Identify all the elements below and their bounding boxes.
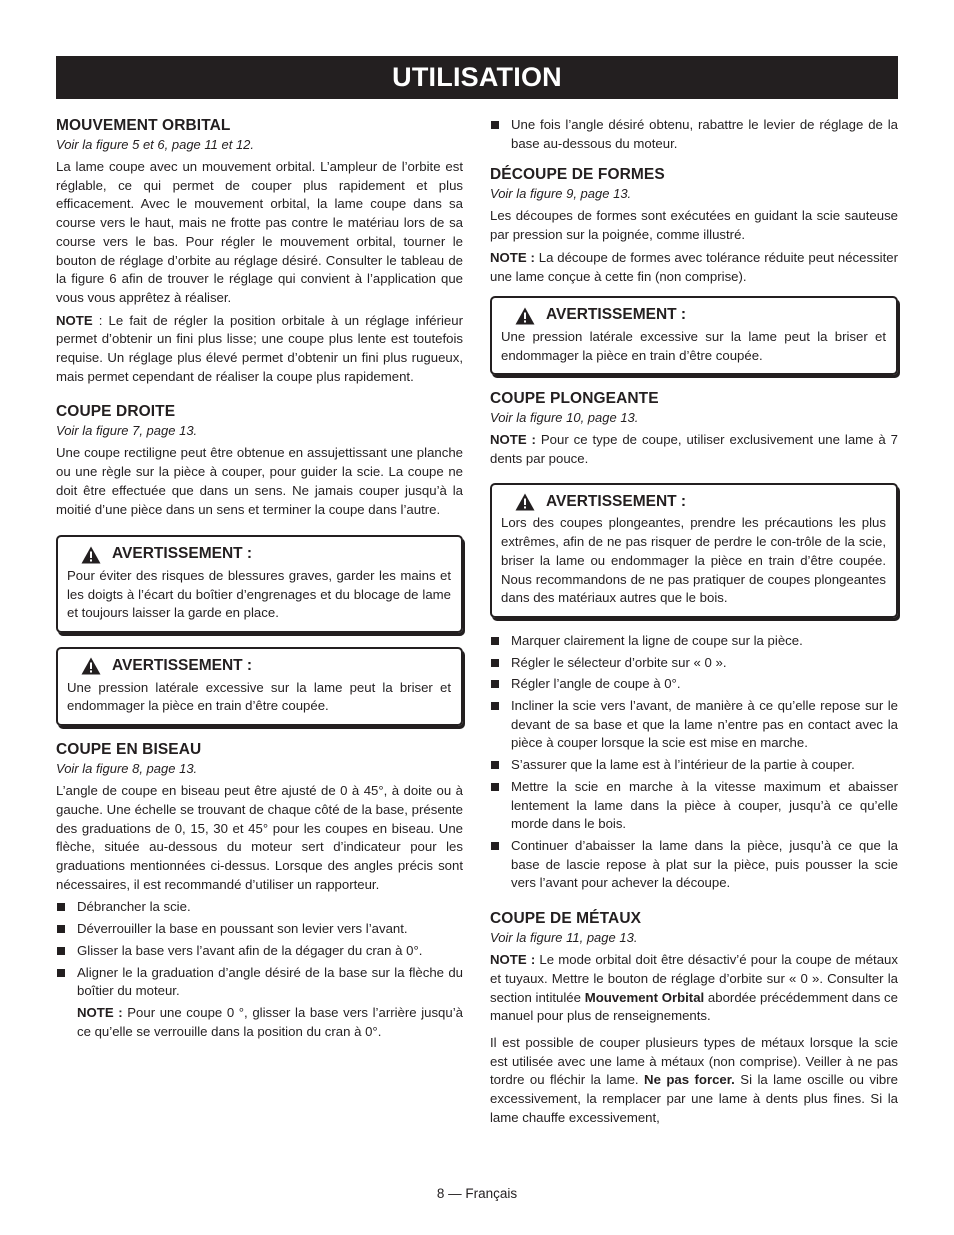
paragraph: Une coupe rectiligne peut être obtenue en assujettissant une planche ou une règle sur la pièce à couper, pour guider la scie. La coupe ne doit être effectuée que dans un sens. Ne jamais couper jusqu’à la moitié d’une pièce dans un sens et terminer la coupe dans l’autre. <box>56 445 463 517</box>
figure-reference: Voir la figure 5 et 6, page 11 et 12. <box>56 137 255 152</box>
bullet-square-icon <box>491 680 499 688</box>
list-item: Aligner le la graduation d’angle désiré de la base sur la flèche du boîtier du moteur. <box>56 964 463 1001</box>
note-text: : Le fait de régler la position orbitale à un réglage inférieur permet d’obtenir un fini plus lisse; une coupe plus lente est toutefois requise. Un réglage plus élevé permet d’obtenir un fini plus rugueux, mais permet cependant de réaliser la coupe plus rapidement. <box>56 312 463 384</box>
list-item: Incliner la scie vers l’avant, de manière à ce qu’elle repose sur le devant de sa base et que la lame n’entre pas en contact avec la pièce à couper lorsque la scie est mise en marche. <box>490 697 898 753</box>
note-text: Le mode orbital doit être désactiv’é pour la coupe de métaux et tuyaux. Mettre le bouton de réglage d’orbite sur « 0 ». Consulter la section intitulée <box>490 952 898 1005</box>
bullet-square-icon <box>491 702 499 710</box>
paragraph: La lame coupe avec un mouvement orbital. L’ampleur de l’orbite est réglable, ce qui permet de couper plus rapidement et plus efficacement. Avec le mouvement orbital, la lame coupe dans sa course vers le haut, mais ne frotte pas contre le matériau lors de sa course vers le bas. Pour régler le mouvement orbital, tourner le bouton de réglage d’orbite au réglage désiré. Consulter le tableau de la figure 6 afin de trouver le réglage qui convient à l’application que vous vous apprêtez à réaliser. <box>56 159 463 305</box>
warning-box <box>56 647 463 726</box>
list-item: Une fois l’angle désiré obtenu, rabattre le levier de réglage de la base au-dessous du moteur. <box>490 116 898 153</box>
bullet-square-icon <box>491 783 499 791</box>
bullet-square-icon <box>491 842 499 850</box>
note-paragraph <box>490 249 898 286</box>
warning-header <box>67 657 451 676</box>
bullet-square-icon <box>491 121 499 129</box>
warning-triangle-icon <box>515 307 535 325</box>
note-paragraph <box>56 312 463 387</box>
note-label: NOTE <box>56 312 93 328</box>
warning-triangle-icon <box>81 546 101 564</box>
paragraph: L’angle de coupe en biseau peut être ajusté de 0 à 45°, à doite ou à gauche. Une échelle se trouvant de chaque côté de la base, présente des graduations de 0, 15, 30 et 45° pour les coupes en biseau. Une flèche, située au-dessous du moteur sert d’indicateur pour les graduations mentionnées ci-dessus. Lorsque des angles précis sont nécessaires, il est recommandé d’utiliser un rapporteur. <box>56 783 463 892</box>
warning-header <box>67 545 451 564</box>
section-plunge <box>490 389 898 468</box>
list-item: Marquer clairement la ligne de coupe sur la pièce. <box>490 632 898 651</box>
figure-reference: Voir la figure 8, page 13. <box>56 761 198 777</box>
emphasis: Ne pas forcer. <box>644 1072 735 1088</box>
note-text: Pour une coupe 0 °, glisser la base vers l’arrière jusqu’à ce qu’elle se verrouille dans la position du cran à 0°. <box>77 1004 463 1039</box>
list-item: S’assurer que la lame est à l’intérieur de la partie à couper. <box>490 756 898 775</box>
warning-title: AVERTISSEMENT : <box>112 657 253 675</box>
warning-box <box>56 535 463 633</box>
bullet-square-icon <box>57 925 65 933</box>
section-metal <box>490 909 898 1127</box>
figure-reference: Voir la figure 10, page 13. <box>490 410 639 426</box>
note-text: Pour ce type de coupe, utiliser exclusivement une lame à 7 dents par pouce. <box>490 432 898 467</box>
bullet-list <box>490 116 898 153</box>
page-footer: 8 — Français <box>436 1186 518 1201</box>
bullet-square-icon <box>491 637 499 645</box>
warning-header <box>501 306 886 325</box>
left-column <box>56 116 463 1041</box>
section-orbital <box>56 116 463 386</box>
section-title: COUPE DE MÉTAUX <box>490 910 642 928</box>
section-title: COUPE PLONGEANTE <box>490 390 659 408</box>
section-bevel <box>56 740 463 1041</box>
right-column <box>490 116 898 1131</box>
bullet-square-icon <box>57 903 65 911</box>
list-item: Débrancher la scie. <box>56 898 463 917</box>
note-label: NOTE : <box>490 952 536 968</box>
section-title: COUPE EN BISEAU <box>56 741 202 759</box>
bullet-square-icon <box>491 659 499 667</box>
bullet-square-icon <box>491 761 499 769</box>
bullet-square-icon <box>57 969 65 977</box>
warning-text: Une pression latérale excessive sur la lame peut la briser et endommager la pièce en train d’être coupée. <box>501 328 886 363</box>
note-label: NOTE : <box>490 249 535 265</box>
note-paragraph <box>56 1004 463 1041</box>
figure-reference: Voir la figure 11, page 13. <box>490 930 638 946</box>
note-text: abordée précédemment dans ce manuel pour plus de renseignements. <box>490 989 898 1024</box>
note-paragraph <box>490 431 898 468</box>
warning-text: Pour éviter des risques de blessures graves, garder les mains et les doigts à l’écart du boîtier d’engrenages et du blocage de lame et toujours laisser la garde en place. <box>67 567 451 621</box>
warning-header <box>501 493 886 512</box>
warning-text: Une pression latérale excessive sur la lame peut la briser et endommager la pièce en train d’être coupée. <box>67 679 451 714</box>
bullet-list <box>490 632 898 893</box>
warning-triangle-icon <box>515 493 535 511</box>
bullet-list <box>56 898 463 1001</box>
page-title: UTILISATION <box>56 56 898 99</box>
list-item: Mettre la scie en marche à la vitesse maximum et abaisser lentement la lame dans la pièce à couper, jusqu’à ce qu’elle morde dans le bois. <box>490 778 898 834</box>
warning-text: Lors des coupes plongeantes, prendre les précautions les plus extrêmes, afin de ne pas risquer de perdre le con-trôle de la scie, briser la lame ou endommager la pièce en train d’être coupée. Nous recommandons de ne pas pratiquer de coupes plongeantes dans des matériaux autres que le bois. <box>501 515 886 606</box>
note-paragraph <box>490 951 898 1026</box>
bullet-square-icon <box>57 947 65 955</box>
paragraph: Les découpes de formes sont exécutées en guidant la scie sauteuse par pression sur la poignée, comme illustré. <box>490 208 898 243</box>
paragraph: Il est possible de couper plusieurs types de métaux lorsque la scie est utilisée avec une lame à métaux (non comprise). Veiller à ne pas tordre ou fléchir la lame. Ne pas forcer. Si la lame oscille ou vibre excessivement, la remplacer par une lame à dents plus fines. Si la lame chauffe excessivement, <box>490 1034 898 1125</box>
warning-box <box>490 483 898 618</box>
note-label: NOTE : <box>490 432 536 448</box>
note-emphasis: Mouvement Orbital <box>584 989 705 1005</box>
list-item: Continuer d’abaisser la lame dans la pièce, jusqu’à ce que la base de lascie repose à plat sur la pièce, puis pousser la scie vers l’avant pour achever la découpe. <box>490 837 898 893</box>
list-item: Régler le sélecteur d’orbite sur « 0 ». <box>490 654 898 673</box>
warning-title: AVERTISSEMENT : <box>546 492 687 510</box>
figure-reference: Voir la figure 9, page 13. <box>490 186 632 202</box>
section-shapes <box>490 165 898 286</box>
section-title: COUPE DROITE <box>56 403 176 421</box>
list-item: Régler l’angle de coupe à 0°. <box>490 675 898 694</box>
figure-reference: Voir la figure 7, page 13. <box>56 423 198 439</box>
list-item: Déverrouiller la base en poussant son levier vers l’avant. <box>56 920 463 939</box>
note-label: NOTE : <box>77 1004 123 1020</box>
warning-triangle-icon <box>81 657 101 675</box>
note-text: La découpe de formes avec tolérance réduite peut nécessiter une lame conçue à cette fin (non comprise). <box>490 249 898 284</box>
warning-box <box>490 296 898 375</box>
section-straight <box>56 402 463 519</box>
section-title: DÉCOUPE DE FORMES <box>490 166 665 184</box>
warning-title: AVERTISSEMENT : <box>112 545 253 563</box>
warning-title: AVERTISSEMENT : <box>546 306 687 324</box>
section-title: MOUVEMENT ORBITAL <box>56 117 231 134</box>
list-item: Glisser la base vers l’avant afin de la dégager du cran à 0°. <box>56 942 463 961</box>
